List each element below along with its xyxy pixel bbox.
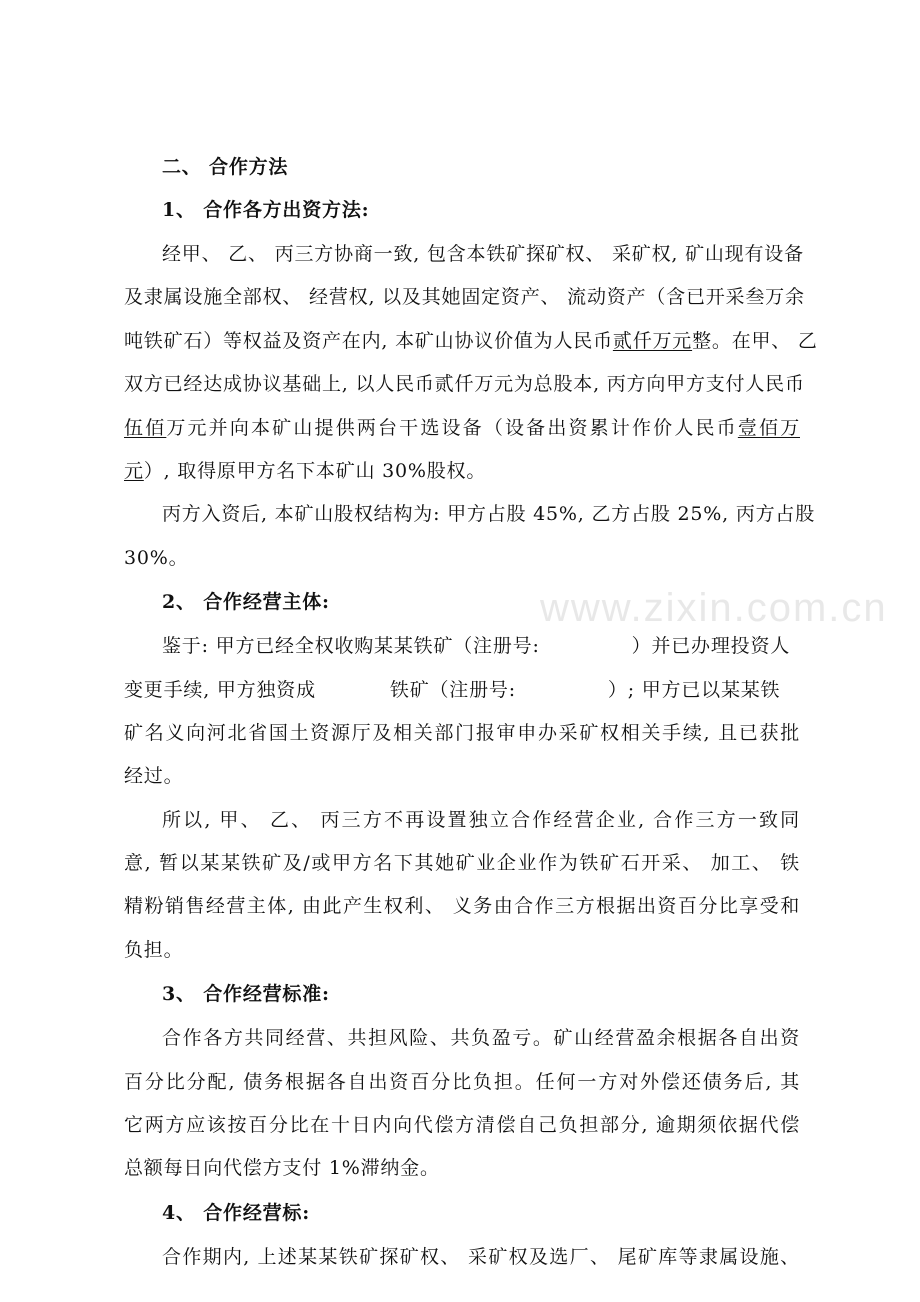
text-run: 整。在甲、 乙 [692, 329, 818, 352]
paragraph-line: 丙方入资后, 本矿山股权结构为: 甲方占股 45%, 乙方占股 25%, 丙方占股 [162, 503, 816, 526]
text-run: ）; 甲方已以某某铁 [607, 678, 781, 701]
paragraph-line [124, 407, 800, 450]
underlined-amount: 贰仟万元 [612, 329, 693, 352]
paragraph-line: 双方已经达成协议基础上, 以人民币贰仟万元为总股本, 丙方向甲方支付人民币 [124, 373, 805, 396]
underlined-amount: 伍佰 [124, 416, 167, 439]
text-run: 鉴于: 甲方已经全权收购某某铁矿（注册号: [162, 635, 540, 658]
text-run: ）并已办理投资人 [631, 635, 791, 658]
paragraph-line: 30%。 [124, 546, 189, 569]
paragraph-line [124, 320, 818, 363]
text-run: 铁矿（注册号: [389, 678, 516, 701]
watermark: www.zixin.com.cn [540, 586, 888, 630]
text-run: 万元并向本矿山提供两台干选设备（设备出资累计作价人民币 [166, 416, 738, 439]
underlined-amount: 壹佰万 [737, 416, 800, 439]
document-body [124, 146, 818, 1279]
paragraph-line: 及隶属设施全部权、 经营权, 以及其她固定资产、 流动资产（含已开采叁万余 [124, 286, 805, 309]
heading-investment-method: 1、 合作各方出资方法: [162, 199, 370, 221]
heading-operating-standard: 3、 合作经营标准: [162, 983, 330, 1006]
paragraph-line: 经过。 [124, 765, 184, 788]
heading-operating-entity: 2、 合作经营主体: [162, 591, 330, 614]
paragraph-line [124, 450, 800, 493]
text-run: ）, 取得原甲方名下本矿山 30%股权。 [143, 459, 487, 482]
text-run: 吨铁矿石）等权益及资产在内, 本矿山协议价值为人民币 [124, 329, 613, 352]
paragraph-line [124, 625, 800, 668]
paragraph-line: 意, 暂以某某铁矿及/或甲方名下其她矿业企业作为铁矿石开采、 加工、 铁 [124, 852, 800, 875]
section-title: 二、 合作方法 [162, 156, 289, 178]
paragraph-line: 经甲、 乙、 丙三方协商一致, 包含本铁矿探矿权、 采矿权, 矿山现有设备 [162, 243, 804, 265]
paragraph-line: 精粉销售经营主体, 由此产生权利、 义务由合作三方根据出资百分比享受和 [124, 895, 800, 918]
underlined-amount: 元 [124, 459, 144, 482]
text-run: 变更手续, 甲方独资成 [124, 678, 316, 701]
paragraph-line: 所以, 甲、 乙、 丙三方不再设置独立合作经营企业, 合作三方一致同 [162, 808, 800, 831]
paragraph-line [124, 669, 800, 712]
paragraph-line: 它两方应该按百分比在十日内向代偿方清偿自己负担部分, 逾期须依据代偿 [124, 1114, 800, 1137]
paragraph-line: 合作期内, 上述某某铁矿探矿权、 采矿权及选厂、 尾矿库等隶属设施、 [162, 1245, 800, 1268]
paragraph-line: 百分比分配, 债务根据各自出资百分比负担。任何一方对外偿还债务后, 其 [124, 1070, 800, 1093]
heading-operating-target: 4、 合作经营标: [162, 1201, 311, 1224]
paragraph-line: 矿名义向河北省国土资源厅及相关部门报审申办采矿权相关手续, 且已获批 [124, 721, 800, 744]
paragraph-line: 合作各方共同经营、共担风险、共负盈亏。矿山经营盈余根据各自出资 [162, 1027, 800, 1050]
paragraph-line: 总额每日向代偿方支付 1%滞纳金。 [124, 1157, 440, 1180]
paragraph-line: 负担。 [124, 938, 184, 961]
